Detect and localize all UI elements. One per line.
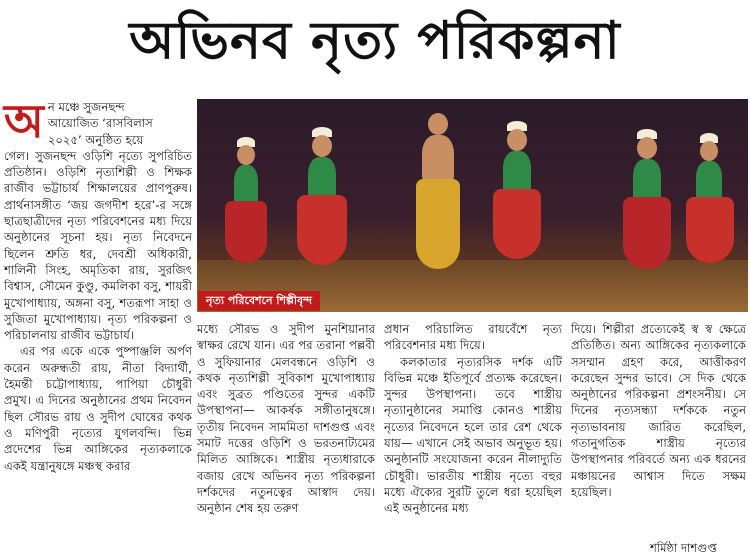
dancer-figure	[292, 127, 352, 287]
article-paragraph: প্রধান পরিচালিত রায়বেঁশে নৃত্য পরিবেশনার মধ্য দিয়ে।	[384, 322, 562, 353]
author-signature: শর্মিষ্ঠা দাশগুপ্ত	[650, 541, 717, 555]
dancer-figure	[402, 107, 472, 292]
intro-line-3: ২০২৫’ অনুষ্ঠিত হয়ে	[47, 132, 144, 147]
article-paragraph: দিয়ে। শিল্পীরা প্রত্যেকেই স্ব স্ব ক্ষেত্রে প্রতিষ্ঠিত। অন্য আঙ্গিকের নৃত্যকলাকে সসম্মান গ্রহণ করে, আত্তীকরণ করেছেন সুন্দর ভাবে। সে দিক থেকে অনুষ্ঠানের পরিকল্পনা প্রশংসনীয়। সে দিনের নৃত্যসন্ধ্যা দর্শককে নতুন নৃত্যভাবনায় জারিত করেছিল, গতানুগতিক শাস্ত্রীয় নৃত্যের উপস্থাপনার পরিবর্তে অন্য এক ধরনের মঞ্চায়নের আশ্বাস দিতে সক্ষম হয়েছিল।	[571, 322, 746, 499]
article-paragraph: মধ্যে সৌরভ ও সুদীপ মুনশিয়ানার স্বাক্ষর রেখে যান। এর পর তরানা পল্লবী ও সুফিয়ানার মেলবন্ধনে ওড়িশি ও কথক নৃত্যশিল্পী সুবিকাশ মুখোপাধ্যায় এবং সুব্রত পণ্ডিতের সুন্দর একটি উপস্থাপনা— আকর্ষক সঙ্গীতানুষঙ্গে। তৃতীয় নিবেদন সামমিতা দাশগুপ্ত এবং সমাট দত্তের ওড়িশি ও ভরতনাট্যমের মিলিত আঙ্গিকে। শাস্ত্রীয় নৃত্যধারাকে বজায় রেখে অভিনব নৃত্য পরিকল্পনা দর্শকদের নতুনত্বের আস্বাদ দেয়। অনুষ্ঠান শেষ হয় তরুণ	[197, 322, 375, 516]
photo-caption: নৃত্য পরিবেশনে শিল্পীবৃন্দ	[198, 291, 320, 311]
article-column-3	[384, 321, 562, 517]
article-paragraph: কলকাতার নৃত্যরসিক দর্শক এটি বিভিন্ন মঞ্চে ইতিপূর্বে প্রত্যক্ষ করেছেন। সুন্দর উপস্থাপনা। তবে শাস্ত্রীয় নৃত্যানুষ্ঠানের সমাপ্তি কোনও শাস্ত্রীয় নৃত্যের নিবেদনে হলে তার রেশ থেকে যায়— এখানে সেই অভাব অনুভূত হয়। অনুষ্ঠানটি সংযোজনা করেন নীলাদ্যুতি চৌধুরী। ভারতীয় শাস্ত্রীয় নৃত্যে বহুর মধ্যে ঐক্যের সুরটি তুলে ধরা হয়েছিল এই অনুষ্ঠানের মধ্য	[384, 354, 562, 516]
intro-line-2: আয়োজিত ‘রাসবিলাস	[47, 116, 153, 131]
drop-cap: অ	[4, 94, 44, 148]
headline: অভিনব নৃত্য পরিকল্পনা	[129, 9, 621, 71]
dancer-figure	[221, 137, 271, 287]
article-paragraph: এর পর একে একে পুষ্পাঞ্জলি অর্পণ করেন অরুন্ধতী রায়, নীতা বিদ্যার্থী, হৈমন্তী চট্টোপাধ্যায়, পাপিয়া চৌধুরী প্রমুখ। এ দিনের অনুষ্ঠানের প্রথম নিবেদন ছিল সৌরভ রায় ও সুদীপ ঘোষের কথক ও মণিপুরী নৃত্যের যুগলবন্দি। ভিন্ন প্রদেশের ভিন্ন আঙ্গিকের নৃত্যকলাকে একই যন্ত্রানুষঙ্গে মঞ্চস্থ করার	[4, 344, 192, 473]
intro-line-1: ন মঞ্চে সুজনছন্দ	[47, 100, 125, 114]
dance-photo	[197, 99, 748, 312]
article-column-4	[571, 321, 746, 500]
article-paragraph: গেল। সুজনছন্দ ওড়িশি নৃত্যে সুপরিচিত প্রতিষ্ঠান। ওড়িশি নৃত্যশিল্পী ও শিক্ষক রাজীব ভট্টাচার্য শিক্ষালয়ের প্রাণপুরুষ। প্রার্থনাসঙ্গীত ‘জয় জগদীশ হরে’-র সঙ্গে ছাত্রছাত্রীদের নৃত্য পরিবেশনের মধ্য দিয়ে অনুষ্ঠানের সূচনা হয়। নৃত্য নিবেদনে ছিলেন শ্রুতি ধর, দেবশ্রী অধিকারী, শালিনী সিংহ, অমৃতিকা রায়, সুরজিৎ বিশ্বাস, সৌমেন কুণ্ডু, কমলিকা বসু, শায়রী মুখোপাধ্যায়, অঙ্গনা বসু, শতরূপা সাহা ও সুজিতা মুখোপাধ্যায়। নৃত্য পরিকল্পনা ও পরিচালনায় রাজীব ভট্টাচার্য।	[4, 148, 192, 343]
dancer-figure	[487, 121, 547, 286]
dancer-figure	[682, 133, 738, 283]
article-column-1	[4, 94, 192, 474]
article-column-2	[197, 321, 375, 517]
dancer-figure	[617, 129, 677, 289]
